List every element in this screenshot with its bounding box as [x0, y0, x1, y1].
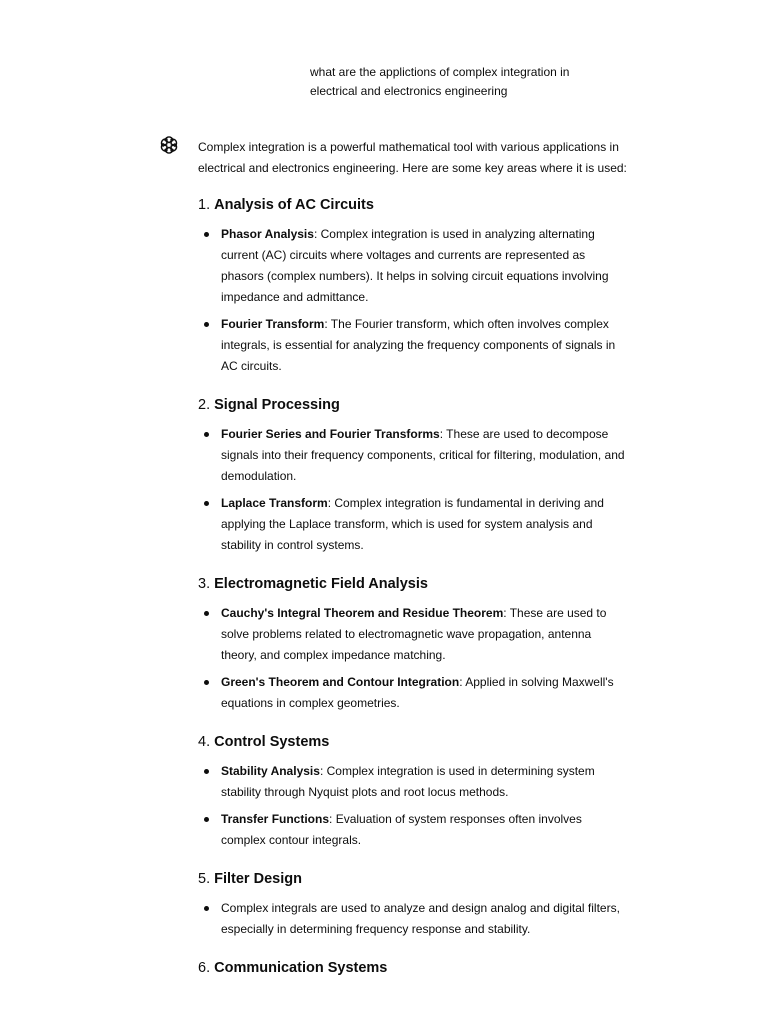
item-text: : Complex integration is used in analyzing alternating current (AC) circuits where voltages and currents are represented as phasors (complex numbers). It helps in solving circuit equations involving impedance and admittance.: [221, 227, 609, 304]
list-item: [221, 761, 628, 803]
openai-logo-icon: [158, 134, 180, 156]
item-term: Transfer Functions: [221, 812, 330, 826]
item-term: Fourier Transform: [221, 317, 325, 331]
section-number: 5.: [198, 871, 211, 887]
section-list: [198, 603, 628, 714]
section-heading: [198, 869, 628, 889]
section-list: [198, 761, 628, 851]
section-number: 1.: [198, 197, 211, 213]
assistant-response: [198, 137, 628, 987]
list-item: [221, 424, 628, 487]
user-message: what are the applictions of complex integration in electrical and electronics engineering: [310, 65, 570, 98]
item-term: Phasor Analysis: [221, 227, 314, 241]
item-text: : These are used to solve problems related to electromagnetic wave propagation, antenna theory, and complex impedance matching.: [221, 606, 607, 662]
section-number: 6.: [198, 960, 211, 976]
item-text: : Complex integration is used in determining system stability through Nyquist plots and root locus methods.: [221, 764, 595, 799]
section-title: Analysis of AC Circuits: [214, 197, 374, 213]
list-item: [221, 809, 628, 851]
section-title: Communication Systems: [214, 960, 388, 976]
section-heading: [198, 395, 628, 415]
section-heading: [198, 195, 628, 215]
response-intro: Complex integration is a powerful mathematical tool with various applications in electrical and electronics engineering. Here are some key areas where it is used:: [198, 140, 627, 175]
item-text: : Applied in solving Maxwell's equations in complex geometries.: [221, 675, 614, 710]
list-item: [221, 314, 628, 377]
item-text: : The Fourier transform, which often involves complex integrals, is essential for analyzing the frequency components of signals in AC circuits.: [221, 317, 616, 373]
item-term: Green's Theorem and Contour Integration: [221, 675, 460, 689]
item-term: Cauchy's Integral Theorem and Residue Theorem: [221, 606, 504, 620]
item-term: Fourier Series and Fourier Transforms: [221, 427, 440, 441]
list-item: [221, 603, 628, 666]
list-item: [221, 672, 628, 714]
list-item: [221, 493, 628, 556]
section-number: 2.: [198, 397, 211, 413]
section-title: Filter Design: [214, 871, 302, 887]
list-item: [221, 898, 628, 940]
item-text: : Complex integration is fundamental in deriving and applying the Laplace transform, which is used for system analysis and stability in control systems.: [221, 496, 604, 552]
section-heading: [198, 574, 628, 594]
item-text: Complex integrals are used to analyze and design analog and digital filters, especially in determining frequency response and stability.: [221, 901, 620, 936]
section-title: Control Systems: [214, 734, 330, 750]
section-list: [198, 424, 628, 556]
section-heading: [198, 958, 628, 978]
item-text: : Evaluation of system responses often involves complex contour integrals.: [221, 812, 582, 847]
list-item: [221, 224, 628, 308]
item-term: Laplace Transform: [221, 496, 328, 510]
section-list: [198, 224, 628, 377]
section-heading: [198, 732, 628, 752]
section-number: 4.: [198, 734, 211, 750]
section-title: Electromagnetic Field Analysis: [214, 576, 428, 592]
section-title: Signal Processing: [214, 397, 340, 413]
item-term: Stability Analysis: [221, 764, 320, 778]
section-list: [198, 898, 628, 940]
item-text: : These are used to decompose signals into their frequency components, critical for filtering, modulation, and demodulation.: [221, 427, 625, 483]
section-number: 3.: [198, 576, 211, 592]
